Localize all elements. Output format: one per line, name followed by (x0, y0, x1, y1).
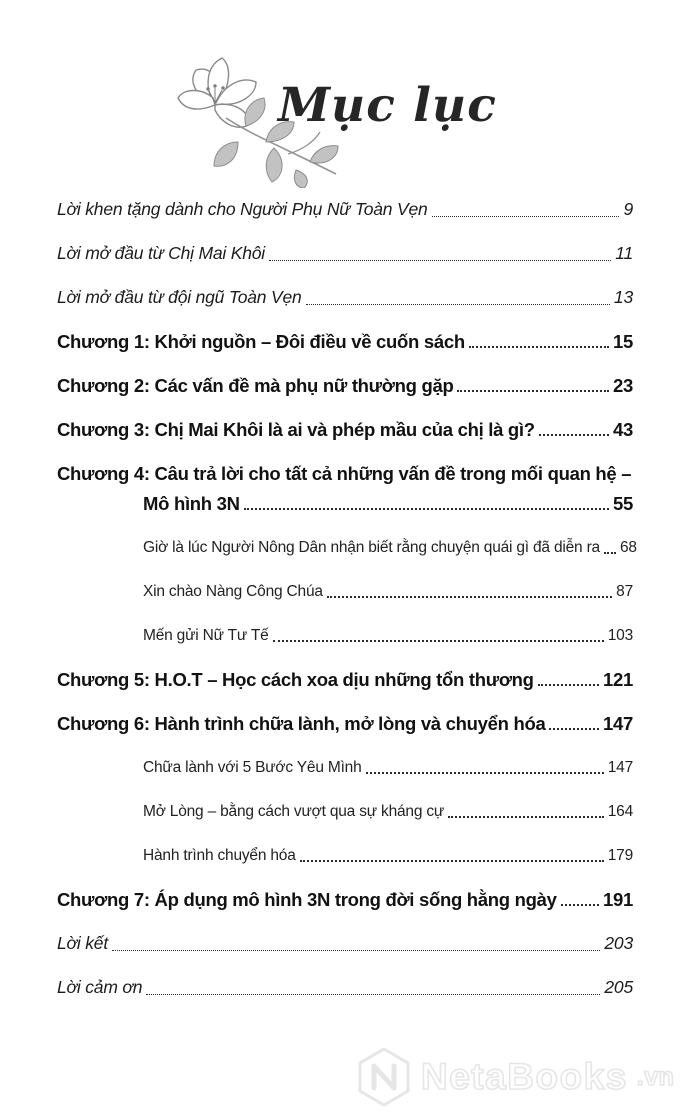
page-title: Mục lục (278, 78, 497, 133)
toc-entry (57, 493, 633, 514)
dot-leader (538, 684, 599, 686)
toc-entry-page-number: 203 (604, 933, 633, 953)
dot-leader (604, 552, 616, 554)
dot-leader (432, 216, 620, 217)
toc-list (57, 199, 637, 1021)
toc-entry-label: Chương 6: Hành trình chữa lành, mở lòng và chuyển hóa (57, 713, 546, 734)
toc-entry-page-number: 205 (604, 977, 633, 997)
toc-entry-page-number: 147 (603, 713, 633, 734)
toc-entry-page-number: 11 (615, 243, 633, 263)
toc-entry-label: Chữa lành với 5 Bước Yêu Mình (143, 759, 362, 776)
toc-entry-label: Lời khen tặng dành cho Người Phụ Nữ Toàn Vẹn (57, 199, 428, 219)
toc-entry (57, 463, 633, 484)
toc-entry-page-number: 43 (613, 419, 633, 440)
toc-entry-page-number: 55 (613, 493, 633, 514)
toc-entry (57, 845, 633, 866)
toc-entry (57, 581, 633, 602)
toc-entry-page-number: 121 (603, 669, 633, 690)
toc-entry-page-number: 164 (607, 803, 633, 820)
toc-entry (57, 713, 633, 734)
toc-entry (57, 331, 633, 352)
toc-entry-page-number: 9 (623, 199, 633, 219)
toc-entry-page-number: 147 (607, 759, 633, 776)
toc-entry (57, 375, 633, 396)
toc-entry (57, 419, 633, 440)
toc-entry-page-number: 23 (613, 375, 633, 396)
toc-entry (57, 625, 633, 646)
toc-entry-label: Chương 5: H.O.T – Học cách xoa dịu những tổn thương (57, 669, 534, 690)
dot-leader (244, 508, 609, 510)
toc-entry-label: Mở Lòng – bằng cách vượt qua sự kháng cự (143, 803, 445, 820)
toc-entry-label: Lời kết (57, 933, 109, 953)
toc-entry-label: Chương 7: Áp dụng mô hình 3N trong đời sống hằng ngày (57, 889, 557, 910)
toc-entry (57, 977, 633, 998)
toc-entry-label: Chương 2: Các vấn đề mà phụ nữ thường gặp (57, 375, 454, 396)
dot-leader (469, 346, 609, 348)
page-header (0, 0, 700, 190)
toc-entry-page-number: 103 (607, 627, 633, 644)
toc-entry (57, 199, 633, 220)
toc-entry (57, 287, 633, 308)
toc-entry-page-number: 15 (613, 331, 633, 352)
toc-entry-label: Chương 4: Câu trả lời cho tất cả những vấn đề trong mối quan hệ – (57, 463, 632, 484)
toc-entry (57, 669, 633, 690)
toc-entry-label: Mến gửi Nữ Tư Tế (143, 627, 269, 644)
dot-leader (366, 772, 604, 774)
toc-entry-page-number: 87 (616, 583, 633, 600)
toc-entry-label: Lời cảm ơn (57, 977, 143, 997)
toc-entry (57, 889, 633, 910)
watermark-brand-text: NetaBooks (421, 1056, 628, 1097)
toc-entry-label: Lời mở đầu từ đội ngũ Toàn Vẹn (57, 287, 302, 307)
dot-leader (112, 950, 600, 951)
toc-entry-page-number: 179 (607, 847, 633, 864)
toc-entry-label: Giờ là lúc Người Nông Dân nhận biết rằng chuyện quái gì đã diễn ra (143, 539, 600, 556)
toc-entry-label: Mô hình 3N (143, 493, 240, 514)
dot-leader (273, 640, 604, 642)
toc-entry-label: Chương 1: Khởi nguồn – Đôi điều về cuốn sách (57, 331, 465, 352)
dot-leader (457, 390, 609, 392)
toc-entry (57, 801, 633, 822)
toc-entry (57, 757, 633, 778)
toc-entry (57, 933, 633, 954)
toc-entry-label: Lời mở đầu từ Chị Mai Khôi (57, 243, 265, 263)
toc-entry-page-number: 13 (613, 287, 633, 307)
toc-entry (57, 537, 637, 558)
toc-entry-label: Xin chào Nàng Công Chúa (143, 583, 323, 600)
netabooks-hexagon-logo-icon (356, 1046, 412, 1108)
toc-entry (57, 243, 633, 264)
toc-entry-label: Hành trình chuyển hóa (143, 847, 296, 864)
toc-entry-page-number: 68 (619, 539, 637, 556)
watermark-tld-text: .vn (636, 1062, 675, 1091)
dot-leader (306, 304, 610, 305)
dot-leader (300, 860, 604, 862)
dot-leader (269, 260, 611, 261)
dot-leader (549, 728, 599, 730)
dot-leader (327, 596, 612, 598)
dot-leader (539, 434, 609, 436)
dot-leader (448, 816, 604, 818)
dot-leader (561, 904, 599, 906)
netabooks-watermark (356, 1042, 696, 1112)
dot-leader (146, 994, 600, 995)
toc-entry-label: Chương 3: Chị Mai Khôi là ai và phép mầu của chị là gì? (57, 419, 535, 440)
toc-entry-page-number: 191 (603, 889, 633, 910)
